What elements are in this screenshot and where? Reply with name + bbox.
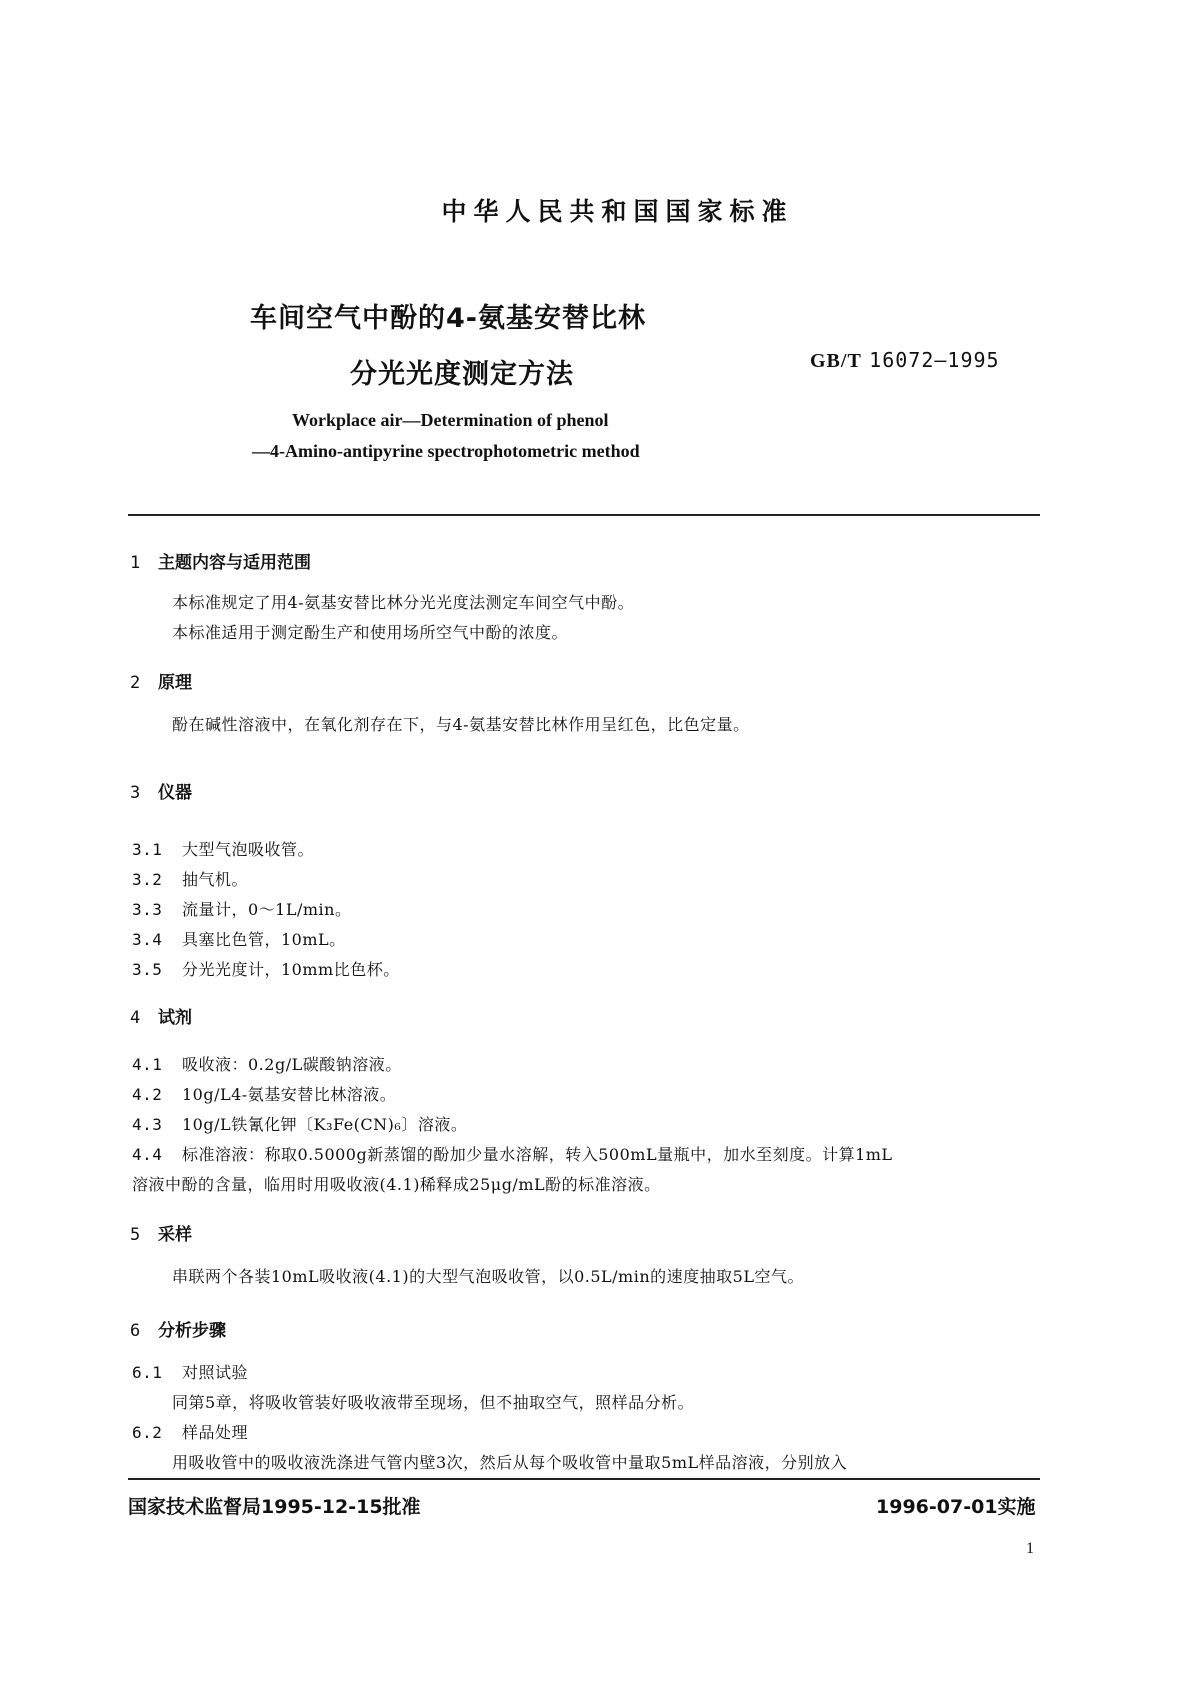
- section-4-title: 试剂: [158, 1008, 192, 1028]
- section-6-item-2-body: 用吸收管中的吸收液洗涤进气管内壁3次，然后从每个吸收管中量取5mL样品溶液，分别放入: [172, 1453, 848, 1472]
- standard-code: GB/T: [810, 350, 862, 372]
- item-text: 标准溶液：称取0.5000g新蒸馏的酚加少量水溶解，转入500mL量瓶中，加水至刻度。计算1mL: [182, 1145, 893, 1164]
- item-number: 6.2: [132, 1423, 163, 1442]
- item-text: 10g/L4-氨基安替比林溶液。: [182, 1085, 397, 1104]
- title-chinese-line-1: 车间空气中酚的4-氨基安替比林: [250, 303, 646, 334]
- approval-date: 国家技术监督局1995-12-15批准: [128, 1496, 421, 1518]
- section-1-title: 主题内容与适用范围: [158, 553, 311, 573]
- item-number: 3.2: [132, 870, 163, 889]
- list-item: [132, 1420, 248, 1443]
- item-text: 10g/L铁氰化钾〔K₃Fe(CN)₆〕溶液。: [182, 1115, 468, 1134]
- item-number: 4.3: [132, 1115, 163, 1134]
- section-2-paragraph-1: 酚在碱性溶液中，在氧化剂存在下，与4-氨基安替比林作用呈红色，比色定量。: [172, 715, 750, 734]
- section-4-number: 4: [130, 1008, 141, 1028]
- list-item: [132, 1142, 893, 1165]
- list-item: [132, 1360, 248, 1383]
- item-number: 4.2: [132, 1085, 163, 1104]
- list-item: [132, 1082, 396, 1105]
- item-number: 4.1: [132, 1055, 163, 1074]
- section-6-title: 分析步骤: [158, 1321, 226, 1341]
- list-item: [132, 897, 351, 920]
- section-4-heading: [130, 1003, 192, 1028]
- section-5-title: 采样: [158, 1225, 192, 1245]
- standard-number: [810, 348, 1000, 373]
- section-5-heading: [130, 1220, 192, 1245]
- title-english-line-2: —4-Amino-antipyrine spectrophotometric method: [252, 441, 640, 461]
- section-2-heading: [130, 668, 192, 693]
- section-1-number: 1: [130, 553, 141, 573]
- section-1-paragraph-2: 本标准适用于测定酚生产和使用场所空气中酚的浓度。: [172, 623, 569, 642]
- item-text: 流量计，0～1L/min。: [182, 900, 352, 919]
- item-number: 3.5: [132, 960, 163, 979]
- section-2-number: 2: [130, 673, 141, 693]
- item-number: 3.1: [132, 840, 163, 859]
- item-text: 大型气泡吸收管。: [182, 840, 315, 859]
- header-divider: [128, 514, 1040, 516]
- list-item: [132, 1052, 402, 1075]
- item-number: 4.4: [132, 1145, 163, 1164]
- item-text: 分光光度计，10mm比色杯。: [182, 960, 400, 979]
- section-3-number: 3: [130, 783, 141, 803]
- item-text: 样品处理: [182, 1423, 249, 1442]
- list-item: [132, 957, 400, 980]
- section-3-heading: [130, 778, 192, 803]
- list-item: [132, 927, 346, 950]
- item-text: 具塞比色管，10mL。: [182, 930, 346, 949]
- section-1-heading: [130, 548, 311, 573]
- section-5-paragraph-1: 串联两个各装10mL吸收液(4.1)的大型气泡吸收管，以0.5L/min的速度抽取5L空气。: [172, 1267, 804, 1286]
- section-3-title: 仪器: [158, 783, 192, 803]
- issuing-body-header: 中华人民共和国国家标准: [441, 197, 794, 226]
- list-item: [132, 867, 248, 890]
- title-chinese-line-2: 分光光度测定方法: [350, 359, 574, 390]
- item-text: 对照试验: [182, 1363, 249, 1382]
- section-6-heading: [130, 1316, 226, 1341]
- page-number: 1: [1026, 1540, 1034, 1557]
- section-6-number: 6: [130, 1321, 141, 1341]
- item-number: 3.4: [132, 930, 163, 949]
- footer-divider: [128, 1478, 1040, 1480]
- item-text: 抽气机。: [182, 870, 249, 889]
- list-item: [132, 1112, 467, 1135]
- implementation-date: 1996-07-01实施: [876, 1496, 1036, 1518]
- item-number: 3.3: [132, 900, 163, 919]
- title-english-line-1: Workplace air—Determination of phenol: [292, 410, 609, 430]
- item-text: 吸收液：0.2g/L碳酸钠溶液。: [182, 1055, 402, 1074]
- standard-number-value: 16072—1995: [869, 348, 1000, 372]
- item-number: 6.1: [132, 1363, 163, 1382]
- section-2-title: 原理: [158, 673, 192, 693]
- section-4-item-4-continuation: 溶液中酚的含量，临用时用吸收液(4.1)稀释成25μg/mL酚的标准溶液。: [132, 1175, 661, 1194]
- section-5-number: 5: [130, 1225, 141, 1245]
- section-1-paragraph-1: 本标准规定了用4-氨基安替比林分光光度法测定车间空气中酚。: [172, 593, 635, 612]
- section-6-item-1-body: 同第5章，将吸收管装好吸收液带至现场，但不抽取空气，照样品分析。: [172, 1393, 695, 1412]
- list-item: [132, 837, 314, 860]
